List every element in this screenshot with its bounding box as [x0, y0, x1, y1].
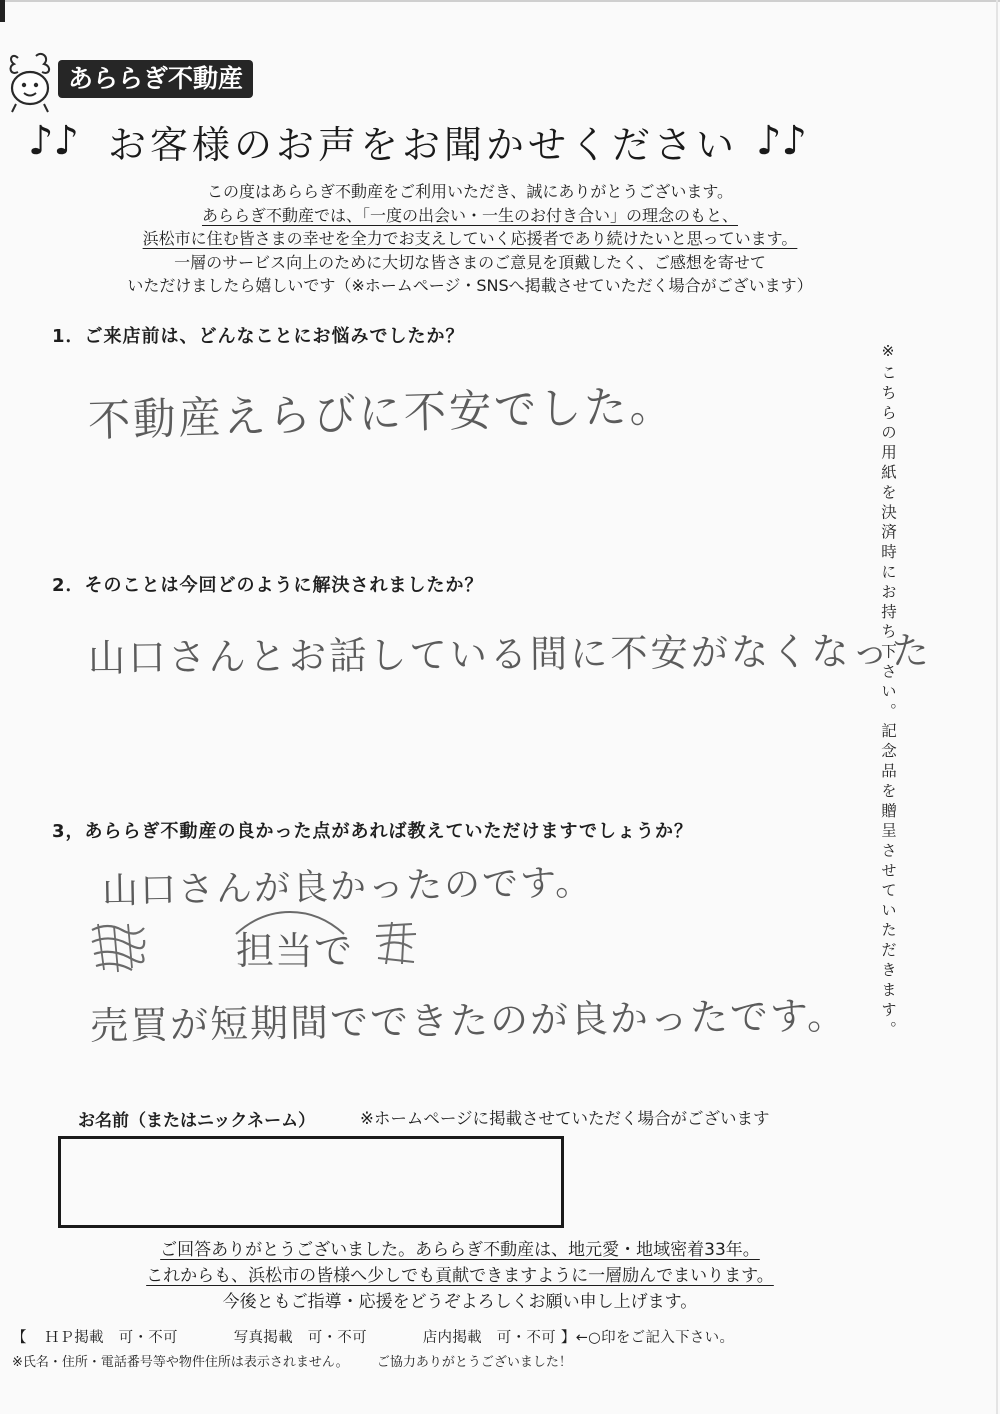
question-2: 2．そのことは今回どのように解決されましたか？	[52, 575, 484, 596]
crossed-out-scribble	[88, 920, 148, 975]
mascot-icon	[6, 50, 56, 114]
intro-line-3: 浜松市に住む皆さまの幸せを全力でお支えしていく応援者であり続けたいと思っています。	[142, 229, 798, 248]
title-row	[28, 115, 928, 167]
footer-note	[12, 1351, 572, 1370]
intro-line-4: 一層のサービス向上のために大切な皆さまのご意見を頂戴したく、ご感想を寄せて	[174, 252, 766, 272]
intro-line-1: この度はあららぎ不動産をご利用いただき、誠にありがとうございます。	[206, 182, 734, 201]
name-field[interactable]	[58, 1136, 564, 1228]
music-notes-right-icon: ♪♪	[756, 118, 808, 164]
question-3: 3，あららぎ不動産の良かった点があれば教えていただけますでしょうか？	[52, 821, 694, 842]
closing-line-1: ご回答ありがとうございました。あららぎ不動産は、地元愛・地域密着33年。	[160, 1240, 760, 1260]
consent-close-instruction: 】←○印をご記入下さい。	[560, 1330, 735, 1346]
thanks-note: ご協力ありがとうございました！	[376, 1355, 572, 1370]
privacy-note: ※氏名・住所・電話番号等や物件住所は表示されません。	[12, 1355, 349, 1370]
page-left-edge	[0, 0, 5, 22]
question-1: 1．ご来店前は、どんなことにお悩みでしたか？	[52, 326, 465, 347]
consent-hp-option[interactable]: ＨＰ掲載 可・不可	[44, 1330, 178, 1346]
publication-consent-row	[12, 1326, 734, 1347]
closing-line-3: 今後ともご指導・応援をどうぞよろしくお願い申し上げます。	[222, 1292, 698, 1312]
consent-open-bracket: 【	[12, 1330, 27, 1346]
name-label: お名前（またはニックネーム）	[78, 1111, 316, 1131]
company-logo	[6, 50, 256, 114]
intro-line-5: いただけましたら嬉しいです（※ホームページ・SNSへ掲載させていただく場合がございます）	[127, 276, 813, 295]
side-note-vertical: ※こちらの用紙を決済時にお持ち下さい。記念品を贈呈させていただきます。	[879, 342, 897, 1041]
answer-1: 不動産えらびに不安でした。	[87, 380, 676, 447]
consent-store-option[interactable]: 店内掲載 可・不可	[422, 1330, 556, 1346]
music-notes-left-icon: ♪♪	[28, 118, 80, 164]
answer-3-line-3: 売買が短期間でできたのが良かったです。	[89, 993, 848, 1048]
closing-message	[80, 1237, 840, 1315]
page-right-edge	[996, 0, 998, 1414]
answer-2: 山口さんとお話している間に不安がなくなった	[87, 628, 932, 680]
intro-paragraph	[60, 180, 880, 298]
page-title: お客様のお声をお聞かせください	[108, 122, 739, 167]
answer-3-line-2: 担当で	[236, 929, 354, 973]
closing-line-2: これからも、浜松市の皆様へ少しでも貢献できますように一層励んでまいります。	[146, 1266, 774, 1286]
consent-photo-option[interactable]: 写真掲載 可・不可	[233, 1330, 367, 1346]
intro-line-2: あららぎ不動産では、「一度の出会い・一生のお付き合い」の理念のもと、	[201, 205, 738, 225]
name-publication-note: ※ホームページに掲載させていただく場合がございます	[360, 1109, 770, 1128]
logo-text: あららぎ不動産	[58, 60, 253, 98]
answer-3-line-1: 山口さんが良かったのです。	[101, 862, 594, 912]
page-top-edge	[0, 0, 1000, 2]
crossed-out-scribble-2	[372, 918, 420, 968]
